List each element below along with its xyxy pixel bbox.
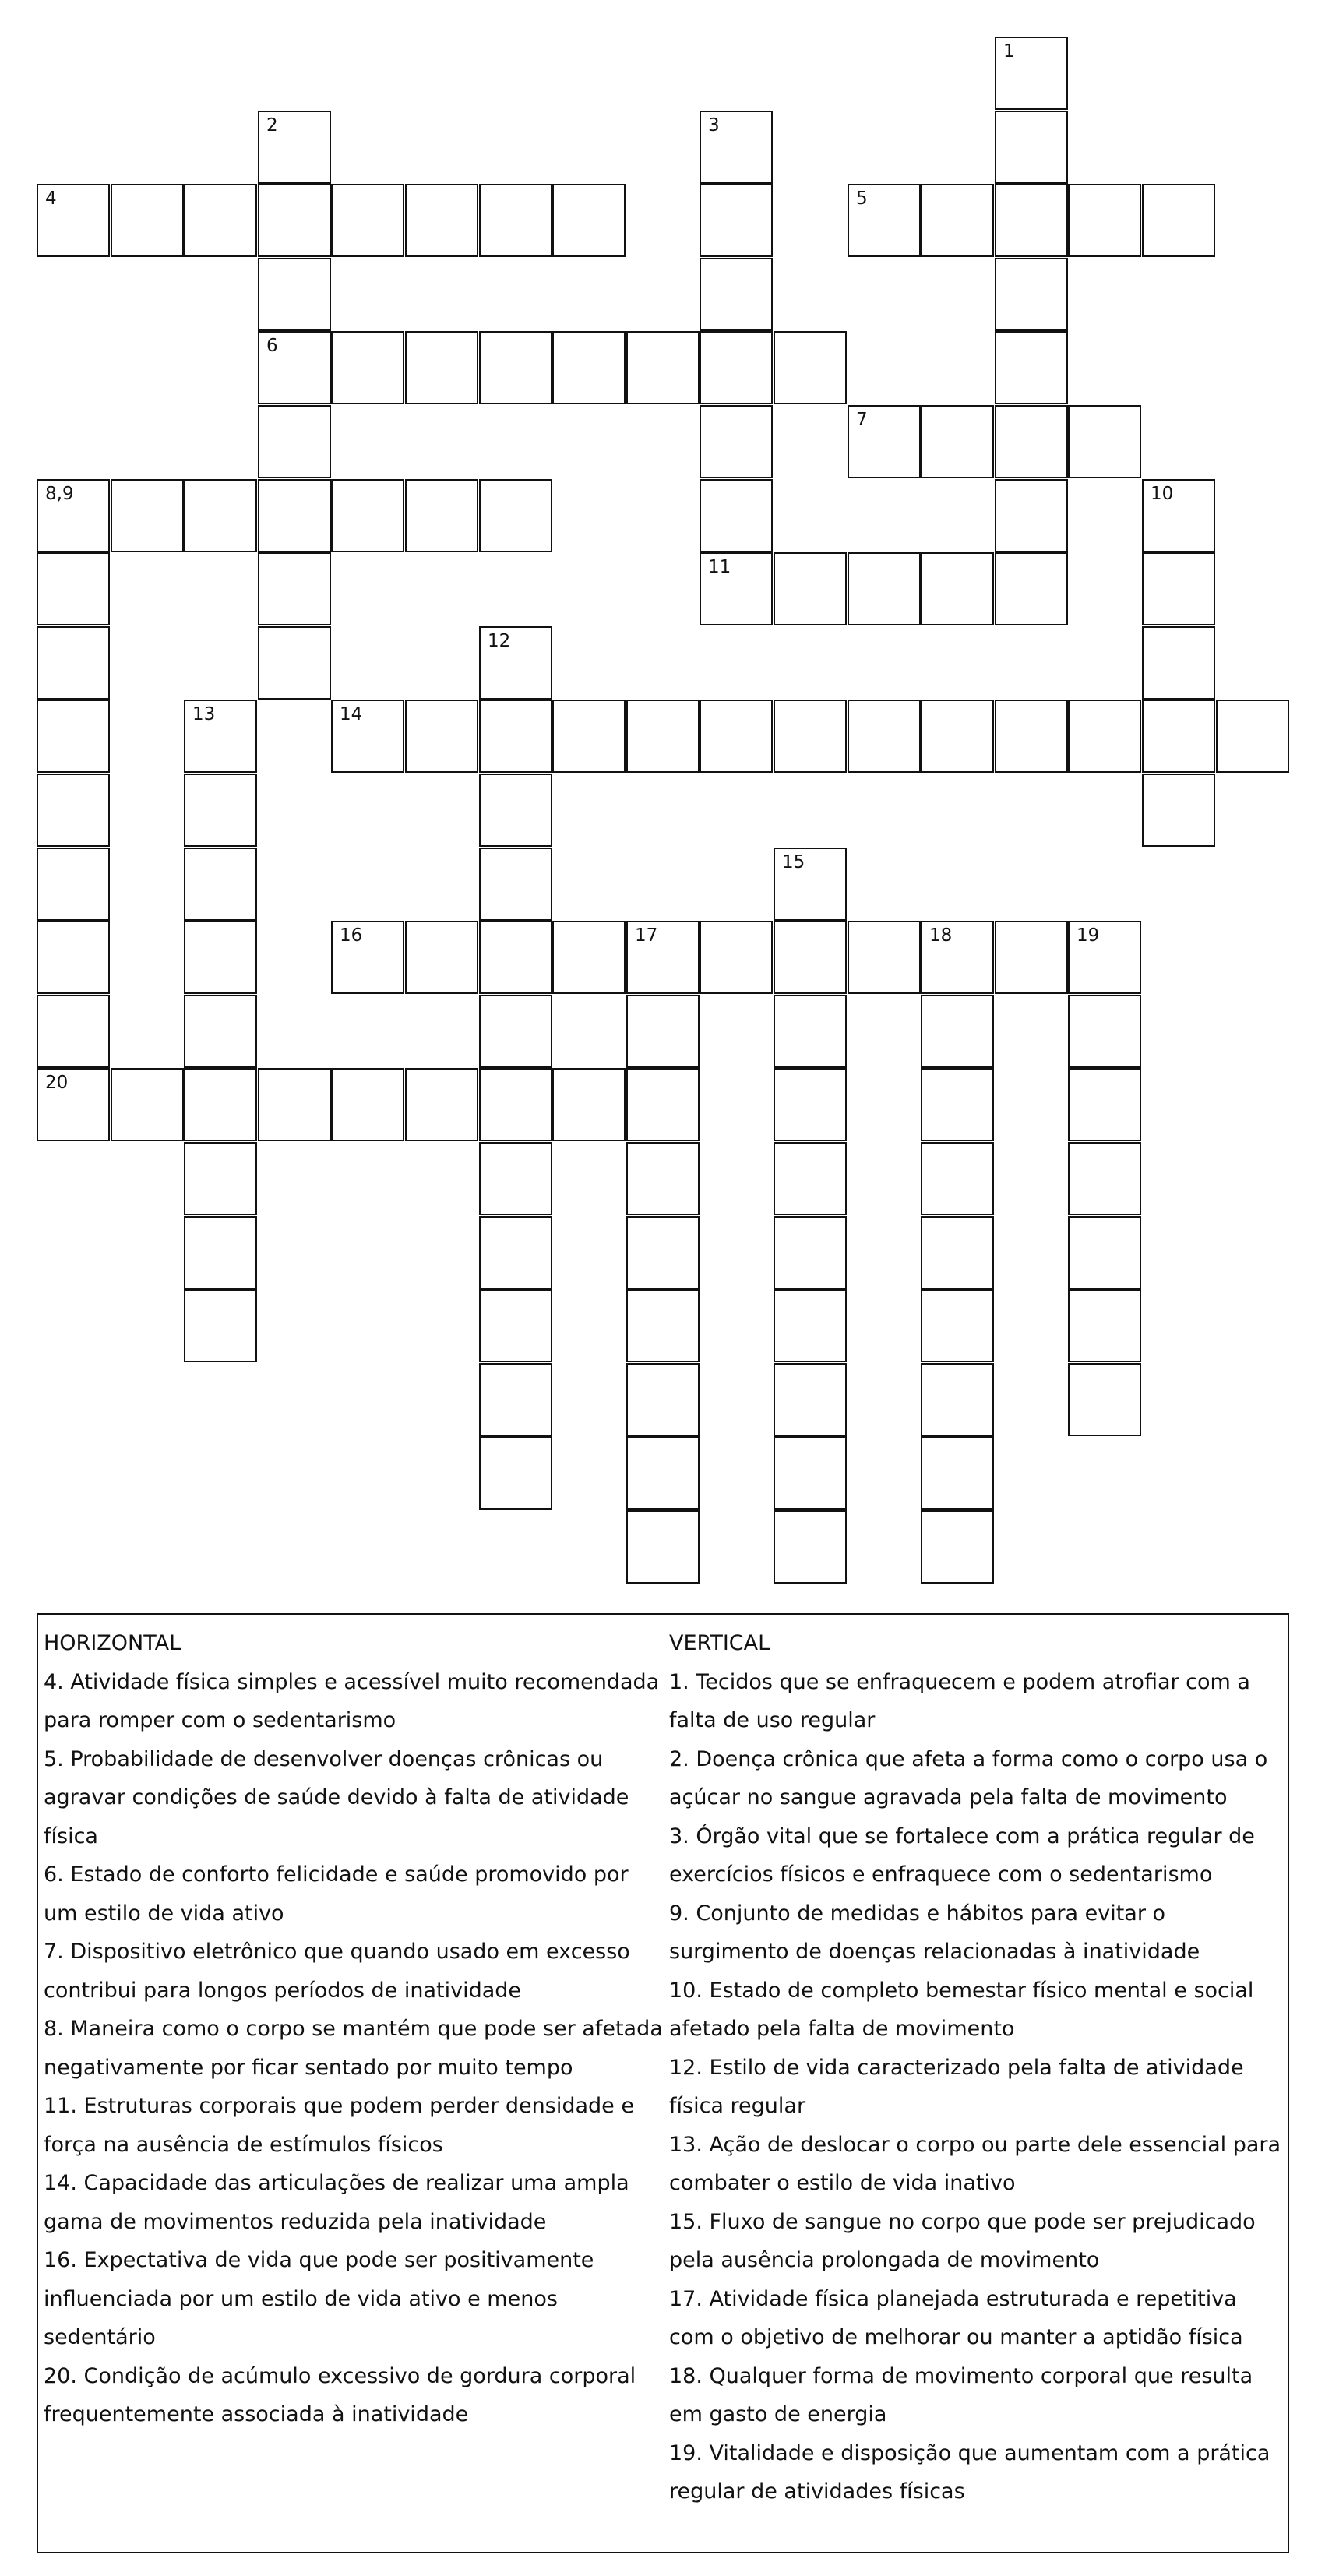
crossword-cell[interactable]	[848, 184, 921, 257]
horizontal-clues-column	[44, 1624, 667, 2434]
crossword-cell[interactable]	[479, 995, 552, 1068]
crossword-cell[interactable]	[774, 1363, 847, 1436]
crossword-cell[interactable]	[995, 111, 1068, 184]
crossword-cell[interactable]	[1068, 1363, 1141, 1436]
horizontal-clue-list	[44, 1663, 667, 2434]
crossword-cell[interactable]	[995, 331, 1068, 404]
clue-text: 9. Conjunto de medidas e hábitos para evitar o surgimento de doenças relacionadas à inatividade	[669, 1901, 1200, 1964]
crossword-cell[interactable]	[774, 848, 847, 921]
vertical-clues-column	[669, 1624, 1285, 2511]
crossword-cell[interactable]	[921, 1510, 994, 1584]
crossword-cell[interactable]	[479, 1363, 552, 1436]
crossword-cell[interactable]	[995, 700, 1068, 773]
crossword-cell[interactable]	[774, 1510, 847, 1584]
crossword-cell[interactable]	[1068, 1142, 1141, 1215]
crossword-cell[interactable]	[331, 921, 404, 994]
clue-text: 4. Atividade física simples e acessível muito recomendada para romper com o sedentarismo	[44, 1669, 660, 1732]
crossword-cell[interactable]	[405, 700, 478, 773]
crossword-cell[interactable]	[552, 184, 626, 257]
crossword-cell[interactable]	[479, 331, 552, 404]
crossword-cell[interactable]	[405, 921, 478, 994]
crossword-cell[interactable]	[1068, 995, 1141, 1068]
crossword-cell[interactable]	[700, 184, 773, 257]
crossword-cell[interactable]	[37, 479, 110, 552]
crossword-cell[interactable]	[479, 848, 552, 921]
clue-text: 11. Estruturas corporais que podem perder densidade e força na ausência de estímulos físicos	[44, 2094, 634, 2157]
clue-number: 17	[635, 925, 658, 946]
crossword-cell[interactable]	[37, 552, 110, 625]
clue-text: 10. Estado de completo bemestar físico mental e social afetado pela falta de movimento	[669, 1978, 1254, 2041]
crossword-cell[interactable]	[1068, 700, 1141, 773]
crossword-cell[interactable]	[37, 1068, 110, 1141]
crossword-cell[interactable]	[111, 1068, 184, 1141]
clue-number: 3	[708, 115, 720, 136]
crossword-cell[interactable]	[700, 552, 773, 625]
crossword-cell[interactable]	[405, 184, 478, 257]
crossword-cell[interactable]	[331, 479, 404, 552]
crossword-cell[interactable]	[184, 848, 257, 921]
crossword-cell[interactable]	[258, 479, 331, 552]
crossword-cell[interactable]	[331, 700, 404, 773]
crossword-cell[interactable]	[700, 700, 773, 773]
crossword-cell[interactable]	[405, 1068, 478, 1141]
clue-number: 16	[340, 925, 363, 946]
crossword-cell[interactable]	[258, 626, 331, 700]
crossword-cell[interactable]	[774, 331, 847, 404]
crossword-cell[interactable]	[331, 184, 404, 257]
crossword-cell[interactable]	[1068, 921, 1141, 994]
crossword-cell[interactable]	[774, 1216, 847, 1289]
crossword-cell[interactable]	[37, 921, 110, 994]
vertical-heading: VERTICAL	[669, 1631, 770, 1655]
crossword-cell[interactable]	[552, 700, 626, 773]
crossword-cell[interactable]	[1142, 626, 1215, 700]
crossword-cell[interactable]	[921, 184, 994, 257]
crossword-cell[interactable]	[921, 1289, 994, 1362]
crossword-cell[interactable]	[921, 995, 994, 1068]
crossword-cell[interactable]	[405, 331, 478, 404]
clue-text: 14. Capacidade das articulações de realizar uma ampla gama de movimentos reduzida pela inatividade	[44, 2171, 629, 2234]
crossword-cell[interactable]	[626, 1068, 700, 1141]
crossword-cell[interactable]	[1068, 405, 1141, 478]
crossword-cell[interactable]	[258, 405, 331, 478]
crossword-cell[interactable]	[552, 921, 626, 994]
crossword-cell[interactable]	[37, 700, 110, 773]
clue-text: 1. Tecidos que se enfraquecem e podem atrofiar com a falta de uso regular	[669, 1669, 1250, 1732]
crossword-cell[interactable]	[995, 258, 1068, 331]
crossword-cell[interactable]	[1068, 1216, 1141, 1289]
clue-number: 1	[1003, 41, 1015, 62]
crossword-cell[interactable]	[184, 479, 257, 552]
crossword-cell[interactable]	[774, 1436, 847, 1510]
crossword-cell[interactable]	[626, 331, 700, 404]
crossword-cell[interactable]	[995, 37, 1068, 110]
crossword-cell[interactable]	[921, 405, 994, 478]
crossword-cell[interactable]	[626, 995, 700, 1068]
crossword-cell[interactable]	[184, 1068, 257, 1141]
crossword-cell[interactable]	[626, 1363, 700, 1436]
crossword-cell[interactable]	[700, 405, 773, 478]
crossword-cell[interactable]	[479, 700, 552, 773]
clues-box	[37, 1613, 1289, 2553]
clue-text: 2. Doença crônica que afeta a forma como o corpo usa o açúcar no sangue agravada pela falta de movimento	[669, 1746, 1268, 1810]
crossword-cell[interactable]	[184, 995, 257, 1068]
crossword-cell[interactable]	[700, 479, 773, 552]
crossword-cell[interactable]	[37, 184, 110, 257]
crossword-cell[interactable]	[774, 921, 847, 994]
crossword-cell[interactable]	[111, 479, 184, 552]
crossword-cell[interactable]	[1142, 552, 1215, 625]
clue-text: 6. Estado de conforto felicidade e saúde promovido por um estilo de vida ativo	[44, 1862, 629, 1926]
crossword-cell[interactable]	[921, 1068, 994, 1141]
crossword-cell[interactable]	[479, 774, 552, 847]
clue-text: 20. Condição de acúmulo excessivo de gordura corporal frequentemente associada à inatividade	[44, 2363, 636, 2426]
crossword-cell[interactable]	[774, 552, 847, 625]
clue-number: 12	[488, 631, 511, 651]
crossword-cell[interactable]	[995, 405, 1068, 478]
clue-number: 4	[45, 189, 57, 209]
crossword-cell[interactable]	[626, 1289, 700, 1362]
crossword-cell[interactable]	[184, 184, 257, 257]
crossword-cell[interactable]	[479, 184, 552, 257]
clue-number: 19	[1077, 925, 1100, 946]
crossword-cell[interactable]	[774, 1289, 847, 1362]
clue-number: 5	[856, 189, 868, 209]
crossword-cell[interactable]	[184, 1142, 257, 1215]
clue-text: 15. Fluxo de sangue no corpo que pode ser prejudicado pela ausência prolongada de movimento	[669, 2209, 1256, 2272]
crossword-cell[interactable]	[184, 1289, 257, 1362]
crossword-cell[interactable]	[921, 1216, 994, 1289]
clue-number: 10	[1151, 484, 1174, 504]
crossword-cell[interactable]	[700, 258, 773, 331]
crossword-cell[interactable]	[479, 626, 552, 700]
crossword-cell[interactable]	[626, 1216, 700, 1289]
clue-number: 2	[266, 115, 278, 136]
crossword-cell[interactable]	[995, 184, 1068, 257]
crossword-cell[interactable]	[184, 700, 257, 773]
clue-number: 6	[266, 336, 278, 356]
crossword-cell[interactable]	[700, 111, 773, 184]
crossword-cell[interactable]	[995, 552, 1068, 625]
crossword-cell[interactable]	[258, 258, 331, 331]
crossword-cell[interactable]	[774, 995, 847, 1068]
crossword-cell[interactable]	[848, 405, 921, 478]
vertical-clue-list	[669, 1663, 1285, 2511]
crossword-cell[interactable]	[626, 1510, 700, 1584]
crossword-cell[interactable]	[774, 1142, 847, 1215]
crossword-cell[interactable]	[995, 921, 1068, 994]
clue-text: 3. Órgão vital que se fortalece com a prática regular de exercícios físicos e enfraquece com o sedentarismo	[669, 1824, 1255, 1887]
clue-text: 18. Qualquer forma de movimento corporal que resulta em gasto de energia	[669, 2363, 1253, 2426]
crossword-cell[interactable]	[37, 995, 110, 1068]
crossword-cell[interactable]	[479, 1068, 552, 1141]
crossword-cell[interactable]	[921, 552, 994, 625]
clue-text: 7. Dispositivo eletrônico que quando usado em excesso contribui para longos períodos de inatividade	[44, 1940, 630, 2003]
clue-number: 14	[340, 704, 363, 724]
crossword-cell[interactable]	[258, 552, 331, 625]
clue-number: 15	[782, 852, 805, 872]
clue-number: 13	[192, 704, 216, 724]
horizontal-heading: HORIZONTAL	[44, 1631, 181, 1655]
crossword-cell[interactable]	[774, 700, 847, 773]
crossword-cell[interactable]	[1068, 1289, 1141, 1362]
crossword-cell[interactable]	[258, 331, 331, 404]
crossword-cell[interactable]	[921, 921, 994, 994]
crossword-cell[interactable]	[626, 921, 700, 994]
crossword-cell[interactable]	[479, 1436, 552, 1510]
crossword-cell[interactable]	[479, 1289, 552, 1362]
crossword-cell[interactable]	[479, 1142, 552, 1215]
crossword-cell[interactable]	[1216, 700, 1289, 773]
crossword-cell[interactable]	[479, 1216, 552, 1289]
clue-text: 13. Ação de deslocar o corpo ou parte dele essencial para combater o estilo de vida inativo	[669, 2132, 1281, 2195]
crossword-cell[interactable]	[479, 921, 552, 994]
crossword-cell[interactable]	[626, 700, 700, 773]
clue-text: 5. Probabilidade de desenvolver doenças crônicas ou agravar condições de saúde devido à falta de atividade física	[44, 1746, 629, 1848]
crossword-cell[interactable]	[921, 1436, 994, 1510]
crossword-cell[interactable]	[37, 626, 110, 700]
clue-text: 16. Expectativa de vida que pode ser positivamente influenciada por um estilo de vida ativo e menos sedentário	[44, 2248, 594, 2349]
clue-number: 18	[929, 925, 953, 946]
crossword-cell[interactable]	[1068, 184, 1141, 257]
crossword-cell[interactable]	[37, 848, 110, 921]
crossword-cell[interactable]	[184, 774, 257, 847]
crossword-cell[interactable]	[479, 479, 552, 552]
clue-number: 20	[45, 1073, 69, 1093]
crossword-cell[interactable]	[1142, 479, 1215, 552]
clue-number: 11	[708, 557, 731, 577]
crossword-cell[interactable]	[1142, 184, 1215, 257]
crossword-cell[interactable]	[626, 1436, 700, 1510]
crossword-cell[interactable]	[700, 921, 773, 994]
clue-text: 19. Vitalidade e disposição que aumentam com a prática regular de atividades físicas	[669, 2440, 1270, 2504]
crossword-cell[interactable]	[331, 1068, 404, 1141]
clue-number: 8,9	[45, 484, 74, 504]
crossword-cell[interactable]	[1068, 1068, 1141, 1141]
crossword-cell[interactable]	[552, 331, 626, 404]
clue-text: 8. Maneira como o corpo se mantém que pode ser afetada negativamente por ficar sentado por muito tempo	[44, 2017, 663, 2080]
crossword-cell[interactable]	[331, 331, 404, 404]
crossword-cell[interactable]	[258, 184, 331, 257]
crossword-cell[interactable]	[626, 1142, 700, 1215]
crossword-cell[interactable]	[258, 111, 331, 184]
crossword-cell[interactable]	[184, 921, 257, 994]
crossword-cell[interactable]	[405, 479, 478, 552]
crossword-cell[interactable]	[37, 774, 110, 847]
crossword-cell[interactable]	[552, 1068, 626, 1141]
crossword-cell[interactable]	[111, 184, 184, 257]
crossword-cell[interactable]	[1142, 774, 1215, 847]
crossword-cell[interactable]	[258, 1068, 331, 1141]
crossword-cell[interactable]	[921, 1363, 994, 1436]
crossword-cell[interactable]	[774, 1068, 847, 1141]
clue-text: 17. Atividade física planejada estruturada e repetitiva com o objetivo de melhorar ou manter a aptidão física	[669, 2286, 1243, 2349]
crossword-cell[interactable]	[995, 479, 1068, 552]
crossword-cell[interactable]	[848, 921, 921, 994]
clue-number: 7	[856, 410, 868, 430]
crossword-cell[interactable]	[700, 331, 773, 404]
crossword-cell[interactable]	[848, 552, 921, 625]
crossword-cell[interactable]	[1142, 700, 1215, 773]
clue-text: 12. Estilo de vida caracterizado pela falta de atividade física regular	[669, 2055, 1244, 2118]
crossword-cell[interactable]	[848, 700, 921, 773]
crossword-cell[interactable]	[184, 1216, 257, 1289]
crossword-cell[interactable]	[921, 1142, 994, 1215]
crossword-cell[interactable]	[921, 700, 994, 773]
